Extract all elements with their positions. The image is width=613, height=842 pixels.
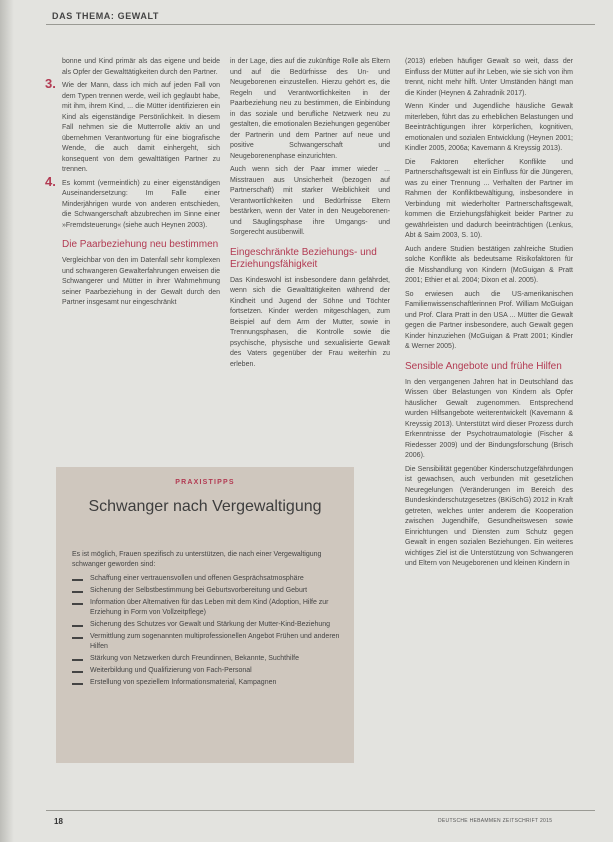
- paragraph: Auch andere Studien bestätigen zahlreiche Studien solche Konflikte als bedeutsame Risikofaktoren für die Misshandlung von Kindern (McGuigan & Pratt 2001; Ethier et al. 2004; Dixon et al. 2005).: [405, 245, 573, 284]
- list-item: Sicherung der Selbstbestimmung bei Geburtsvorbereitung und Geburt: [72, 586, 344, 596]
- journal-name: DEUTSCHE HEBAMMEN ZEITSCHRIFT 2015: [438, 818, 553, 824]
- paragraph: Wenn Kinder und Jugendliche häusliche Gewalt miterleben, führt das zu erheblichen Belastungen und Beeinträchtigungen ihrer körperlichen, kognitiven, emotionalen und sozialen Entwicklung (Heynen 2001; Kindler 2005, 2006a; Kavemann & Kreyssig 2013).: [405, 103, 573, 152]
- section-header: DAS THEMA: GEWALT: [52, 11, 160, 21]
- box-intro: Es ist möglich, Frauen spezifisch zu unterstützen, die nach einer Vergewaltigung schwanger geworden sind:: [72, 551, 322, 568]
- paragraph: Auch wenn sich der Paar immer wieder ... Misstrauen aus Unsicherheit (bezogen auf Partnerschaft) mit starker Weiblichkeit und Verantwortlichkeiten und Bedürfnisse Eltern bestärken, wenn der Vater in den Neugeborenen- und Säuglingsphase ihre Umgangs- und Sorgerecht ausübenwill.: [230, 166, 390, 236]
- page-number: 18: [54, 817, 63, 826]
- list-item: Weiterbildung und Qualifizierung von Fach-Personal: [72, 666, 344, 676]
- column-middle: [230, 57, 390, 373]
- list-item: Erstellung von speziellem Informationsmaterial, Kampagnen: [72, 678, 344, 688]
- list-item: Schaffung einer vertrauensvollen und offenen Gesprächsatmosphäre: [72, 574, 344, 584]
- paragraph: So erwiesen auch die US-amerikanischen Familienwissenschaftlerinnen Prof. William McGuigan und Prof. Clara Pratt in den USA ... Mütter die Gewalt gegen die Partner insbesondere, auch Gewalt gegen Kinder hinzuziehen (McGuigan & Pratt 2001; Kindler & Werner 2005).: [405, 290, 573, 350]
- tips-list: [72, 574, 344, 690]
- list-item: Vermittlung zum sogenannten multiprofessionellen Angebot Frühen und anderen Hilfen: [72, 632, 344, 652]
- paragraph: Vergleichbar von den im Datenfall sehr komplexen und schwangeren Gewalterfahrungen erweisen die Schwangerer und Mütter in ihrer Wahrnehmung seiner Paarbeziehung in der Gewalt durch den Partner insgesamt nur eingeschränkt: [62, 257, 220, 306]
- header-divider: [46, 24, 595, 25]
- subheading: Eingeschränkte Beziehungs- und Erziehungsfähigkeit: [230, 246, 377, 270]
- column-left: [45, 57, 220, 312]
- item-number: 4.: [45, 173, 56, 189]
- list-item: Information über Alternativen für das Leben mit dem Kind (Adoption, Hilfe zur Erziehung in Form von Vollzeitpflege): [72, 598, 344, 618]
- box-title: Schwanger nach Vergewaltigung: [88, 498, 322, 515]
- paragraph: Die Faktoren elterlicher Konflikte und Partnerschaftsgewalt ist ein Einfluss für die Jüngeren, was zu einer Trennung ... Verhalten der Partner im Rahmen der Konfliktbewältigung, insbesondere in Verbindung mit wiederholter Partnerschaftsgewalt, kommen die Erziehungsfähigkeit beider Partner zu gewährleisten und dadurch beeinträchtigen (Lenkus, Abt & Saim 2003, S. 10).: [405, 158, 573, 239]
- praxistipps-box: [56, 467, 354, 763]
- paragraph: In den vergangenen Jahren hat in Deutschland das Wissen über Belastungen von Kindern als Opfer häuslicher Gewalt zugenommen. Entsprechend wurden Hilfsangebote weiterentwickelt (Kavemann & Kreyssig 2013). Unterstützt wird dieser Prozess durch Erkenntnisse der Psychotraumatologie (Fischer & Riedesser 2009) und der Bindungsforschung (Brisch 2006).: [405, 378, 573, 459]
- paragraph: bonne und Kind primär als das eigene und beide als Opfer der Gewalttätigkeiten durch den Partner.: [62, 58, 220, 76]
- subheading: Die Paarbeziehung neu bestimmen: [62, 239, 219, 250]
- list-item: Stärkung von Netzwerken durch Freundinnen, Bekannte, Suchthilfe: [72, 654, 344, 664]
- footer-divider: [46, 810, 595, 811]
- page-binding-shadow: [0, 0, 14, 842]
- item-text: Es kommt (vermeintlich) zu einer eigenständigen Auseinandersetzung: Im Falle einer Minderjährigen wurde von anderen entschieden, die Schwangerschaft abzubrechen im Sinne einer »Fremdsteuerung« (siehe auch Heynen 2003).: [62, 179, 220, 229]
- item-number: 3.: [45, 76, 56, 91]
- paragraph: Die Sensibilität gegenüber Kinderschutzgefährdungen ist gewachsen, auch verbunden mit gesetzlichen Neuregelungen (Veränderungen im Bereich des Bundeskinderschutzgesetzes (BKiSchG) 2012 in Kraft getreten, welches unter anderem die Kooperation zwischen Jugendhilfe, Gesundheitswesen sowie Einrichtungen und Diensten zum Schutz gegen Gewalt in engen sozialen Beziehungen. Ein weiteres wichtiges Ziel ist die Unterstützung von Schwangeren und Eltern von Neugeborenen und kleinen Kindern in: [405, 465, 573, 567]
- paragraph: Das Kindeswohl ist insbesondere dann gefährdet, wenn sich die Gewalttätigkeiten während der Kindheit und Jugend der Söhne und Töchter fortsetzen. Kinder werden mitgeschlagen, zum Beispiel auf dem Arm der Mutter, sowie in Trennungsphasen, die Kontrolle sowie die psychische, physische und sexualisierte Gewalt des Vaters gegenüber der Frau weiterhin zu erleben.: [230, 276, 390, 368]
- box-kicker: PRAXISTIPPS: [175, 479, 235, 486]
- paragraph: (2013) erleben häufiger Gewalt so weit, dass der Einfluss der Mütter auf ihr Leben, wie sie sich von ihm trennt, nicht mehr hilft. Unter Umständen hängt man die Kinder (Heynen & Zahradnik 2017).: [405, 58, 573, 97]
- subheading: Sensible Angebote und frühe Hilfen: [405, 360, 562, 372]
- list-item: Sicherung des Schutzes vor Gewalt und Stärkung der Mutter-Kind-Beziehung: [72, 620, 344, 630]
- item-text: Wie der Mann, dass ich mich auf jeden Fall von dem Typen trennen werde, weil ich geglaubt habe, mit ihm, ihrem Kind, ... die Mütter identifizieren ein Kind als eigenständige Persönlichkeit. In diesem Fall nehmen sie die Mutterrolle aktiv an und übernehmen Verantwortung für eine biografische Wende, die auch damit einhergeht, sich konsequent von dem gewalttätigen Partner zu trennen.: [62, 82, 220, 173]
- numbered-item-3: [45, 76, 220, 176]
- column-right: [405, 57, 573, 573]
- numbered-item-4: [45, 173, 220, 232]
- paragraph: in der Lage, dies auf die zukünftige Rolle als Eltern und auf die Bedürfnisse des Un- und Neugeborenen einzustellen. Hierzu gehört es, die Regeln und Verantwortlichkeiten in der Paarbeziehung neu zu bestimmen, die Einbindung in das soziale und berufliche Netzwerk neu zu gestalten, die emotionalen Beziehungen gegenüber der Partnerin und dem Partner auf neue und positive Schwangerschaft und Neugeborenenphase einzurichten.: [230, 58, 390, 160]
